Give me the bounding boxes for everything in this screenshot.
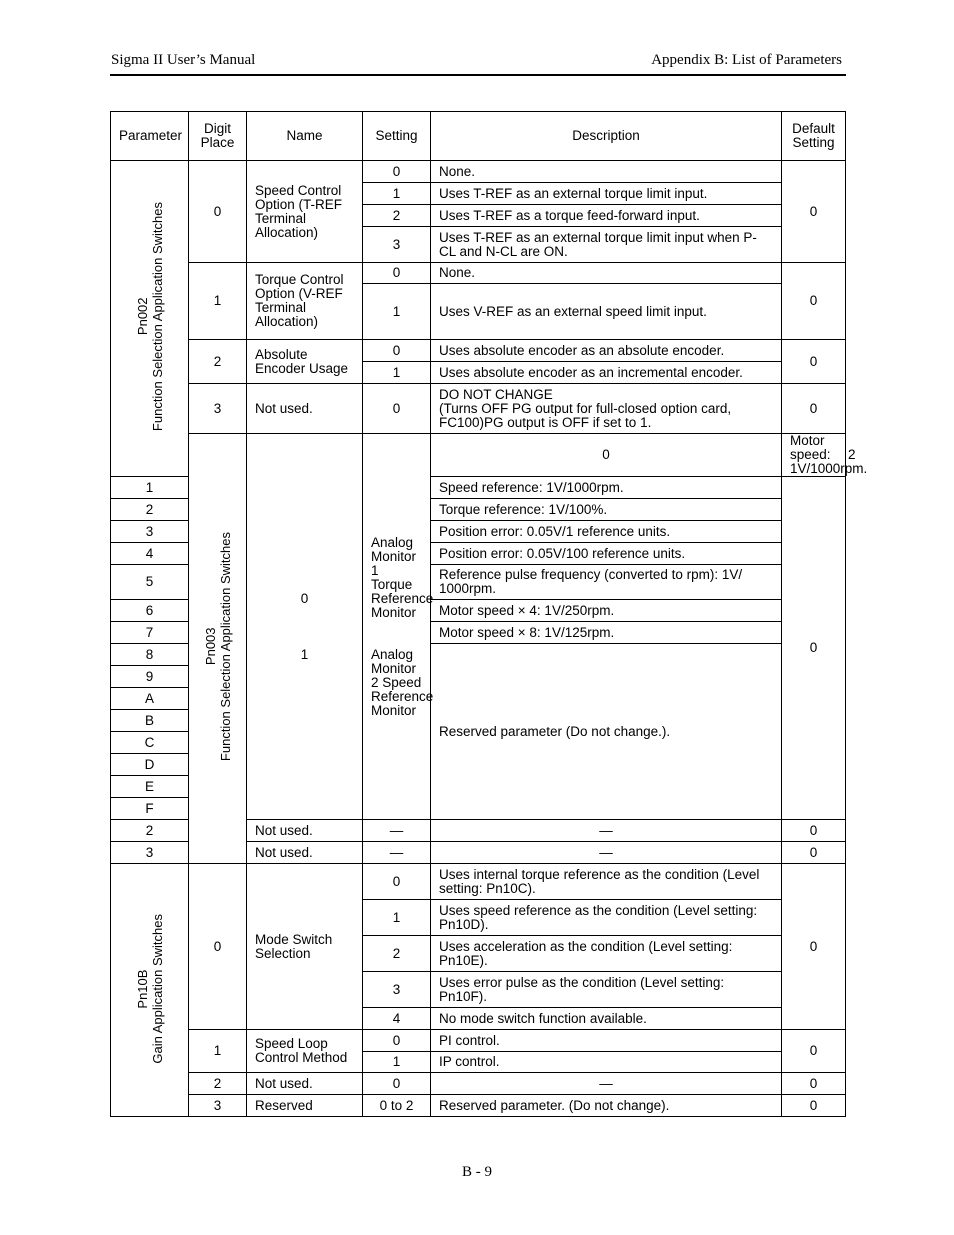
digit-place [247, 434, 363, 820]
default-setting: 0 [782, 820, 846, 842]
setting-value: 7 [111, 622, 189, 644]
setting-value: 0 [363, 1073, 431, 1095]
table-row [111, 263, 846, 284]
setting-description: Uses T-REF as an external torque limit input when P-CL and N-CL are ON. [431, 227, 782, 263]
setting-value: 6 [111, 600, 189, 622]
setting-description-line: DO NOT CHANGE [439, 386, 553, 402]
param-name [363, 434, 434, 820]
default-setting: 0 [782, 1073, 846, 1095]
digit-place: 2 [111, 820, 189, 842]
setting-value: F [111, 798, 189, 820]
setting-description: Motor speed × 8: 1V/125rpm. [431, 622, 782, 644]
setting-description: Uses absolute encoder as an incremental encoder. [431, 362, 782, 384]
setting-value: — [363, 820, 431, 842]
digit-place: 2 [189, 1073, 247, 1095]
parameter-table [110, 111, 868, 1117]
setting-value: 0 [431, 434, 782, 477]
setting-description: — [431, 820, 782, 842]
setting-description [431, 384, 782, 434]
col-header-description: Description [431, 112, 782, 161]
setting-value: 0 to 2 [363, 1095, 431, 1117]
setting-description: PI control. [431, 1030, 782, 1052]
setting-value: 3 [363, 227, 431, 263]
default-setting: 0 [782, 340, 846, 384]
setting-value: 1 [363, 284, 431, 340]
col-header-name: Name [247, 112, 363, 161]
param-group-name: Gain Application Switches [149, 913, 165, 1064]
header-manual-title: Sigma II User’s Manual [111, 52, 256, 68]
default-setting: 0 [782, 384, 846, 434]
setting-value: 0 [363, 340, 431, 362]
digit-place: 2 [189, 340, 247, 384]
setting-value: 2 [111, 499, 189, 521]
header-section-title: Appendix B: List of Parameters [651, 52, 842, 68]
col-header-parameter: Parameter [111, 112, 189, 161]
setting-description: Uses T-REF as an external torque limit input. [431, 183, 782, 205]
setting-description: Torque reference: 1V/100%. [431, 499, 782, 521]
param-label-pn003 [189, 434, 247, 864]
setting-value: 0 [363, 384, 431, 434]
setting-description: Reserved parameter. (Do not change). [431, 1095, 782, 1117]
param-name: Not used. [247, 820, 363, 842]
setting-description: Motor speed: 1V/1000rpm. [782, 434, 846, 477]
setting-description-line: (Turns OFF PG output for full-closed option card, FC100)PG output is OFF if set to 1. [439, 400, 732, 430]
setting-value: E [111, 776, 189, 798]
setting-description: None. [431, 263, 782, 284]
table-row [111, 1073, 846, 1095]
setting-description: IP control. [431, 1052, 782, 1073]
param-name-monitor-1: Analog Monitor 1 Torque Reference Monitor [371, 534, 434, 620]
setting-description: Uses error pulse as the condition (Level setting: Pn10F). [431, 972, 782, 1008]
setting-description: Uses internal torque reference as the condition (Level setting: Pn10C). [431, 864, 782, 900]
page-number: B - 9 [462, 1164, 492, 1180]
digit-place: 0 [189, 161, 247, 263]
param-code: Pn003 [202, 628, 218, 666]
setting-description: No mode switch function available. [431, 1008, 782, 1030]
setting-description: — [431, 842, 782, 864]
setting-description: Motor speed × 4: 1V/250rpm. [431, 600, 782, 622]
setting-value: 0 [363, 263, 431, 284]
setting-description: Uses T-REF as a torque feed-forward input. [431, 205, 782, 227]
param-name: Absolute Encoder Usage [247, 340, 363, 384]
setting-value: 2 [363, 936, 431, 972]
digit-place-value: 1 [300, 646, 309, 662]
param-label-pn10b [111, 864, 189, 1117]
default-setting: 0 [782, 161, 846, 263]
default-setting: 0 [782, 842, 846, 864]
default-setting: 0 [782, 263, 846, 340]
table-row [111, 864, 846, 900]
setting-description: Position error: 0.05V/100 reference units. [431, 543, 782, 565]
param-name: Speed Control Option (T-REF Terminal Allocation) [247, 161, 363, 263]
param-name: Speed Loop Control Method [247, 1030, 363, 1073]
default-setting: 0 [782, 1030, 846, 1073]
setting-value: D [111, 754, 189, 776]
digit-place: 3 [189, 1095, 247, 1117]
setting-value: A [111, 688, 189, 710]
setting-description-reserved: Reserved parameter (Do not change.). [431, 644, 782, 820]
setting-description: Reference pulse frequency (converted to rpm): 1V/ 1000rpm. [431, 565, 782, 600]
setting-description: Position error: 0.05V/1 reference units. [431, 521, 782, 543]
param-code: Pn002 [134, 298, 150, 336]
setting-value: 0 [363, 864, 431, 900]
col-header-setting: Setting [363, 112, 431, 161]
setting-value: 1 [111, 477, 189, 499]
setting-value: B [111, 710, 189, 732]
digit-place: 1 [189, 1030, 247, 1073]
table-row [111, 161, 846, 183]
table-row [111, 1030, 846, 1052]
setting-description: — [431, 1073, 782, 1095]
setting-description: Uses V-REF as an external speed limit input. [431, 284, 782, 340]
setting-value: 0 [363, 1030, 431, 1052]
setting-description: Speed reference: 1V/1000rpm. [431, 477, 782, 499]
param-name: Not used. [247, 1073, 363, 1095]
setting-value: 4 [111, 543, 189, 565]
param-name: Not used. [247, 384, 363, 434]
setting-value: 8 [111, 644, 189, 666]
col-header-digit-place: Digit Place [189, 112, 247, 161]
setting-value: C [111, 732, 189, 754]
setting-value: 4 [363, 1008, 431, 1030]
param-label-pn002 [111, 161, 189, 477]
param-group-name: Function Selection Application Switches [217, 532, 233, 762]
setting-value: 3 [111, 521, 189, 543]
setting-value: 2 [363, 205, 431, 227]
default-setting: 0 [782, 477, 846, 820]
digit-place: 0 [189, 864, 247, 1030]
param-name: Not used. [247, 842, 363, 864]
default-setting: 0 [782, 1095, 846, 1117]
param-group-name: Function Selection Application Switches [149, 202, 165, 432]
default-setting: 0 [782, 864, 846, 1030]
digit-place: 3 [189, 384, 247, 434]
table-row [111, 340, 846, 362]
digit-place: 3 [111, 842, 189, 864]
setting-value: 1 [363, 1052, 431, 1073]
table-row [111, 1095, 846, 1117]
param-name: Mode Switch Selection [247, 864, 363, 1030]
table-row [111, 384, 846, 434]
table-header-row [111, 112, 846, 161]
setting-value: 9 [111, 666, 189, 688]
setting-value: 3 [363, 972, 431, 1008]
setting-description: Uses acceleration as the condition (Level setting: Pn10E). [431, 936, 782, 972]
param-name-monitor-2: Analog Monitor 2 Speed Reference Monitor [371, 646, 434, 718]
param-code: Pn10B [134, 968, 150, 1009]
digit-place-value: 0 [300, 590, 309, 606]
setting-value: 1 [363, 183, 431, 205]
setting-value: — [363, 842, 431, 864]
col-header-default-setting: Default Setting [782, 112, 846, 161]
setting-value: 0 [363, 161, 431, 183]
digit-place: 1 [189, 263, 247, 340]
setting-value: 1 [363, 362, 431, 384]
setting-value: 5 [111, 565, 189, 600]
table-row: Pn003 Function Selection Application Switches 0 1 Analog Monitor 1 Torque Reference Monitor Analog Monitor 2 Speed Reference Monitor 0 Motor speed: 1V/1000rpm. 2 [111, 434, 846, 477]
setting-description: None. [431, 161, 782, 183]
param-name: Reserved [247, 1095, 363, 1117]
setting-description: Uses absolute encoder as an absolute encoder. [431, 340, 782, 362]
setting-value: 1 [363, 900, 431, 936]
setting-description: Uses speed reference as the condition (Level setting: Pn10D). [431, 900, 782, 936]
header-rule [110, 74, 846, 76]
param-name: Torque Control Option (V-REF Terminal Allocation) [247, 263, 363, 340]
